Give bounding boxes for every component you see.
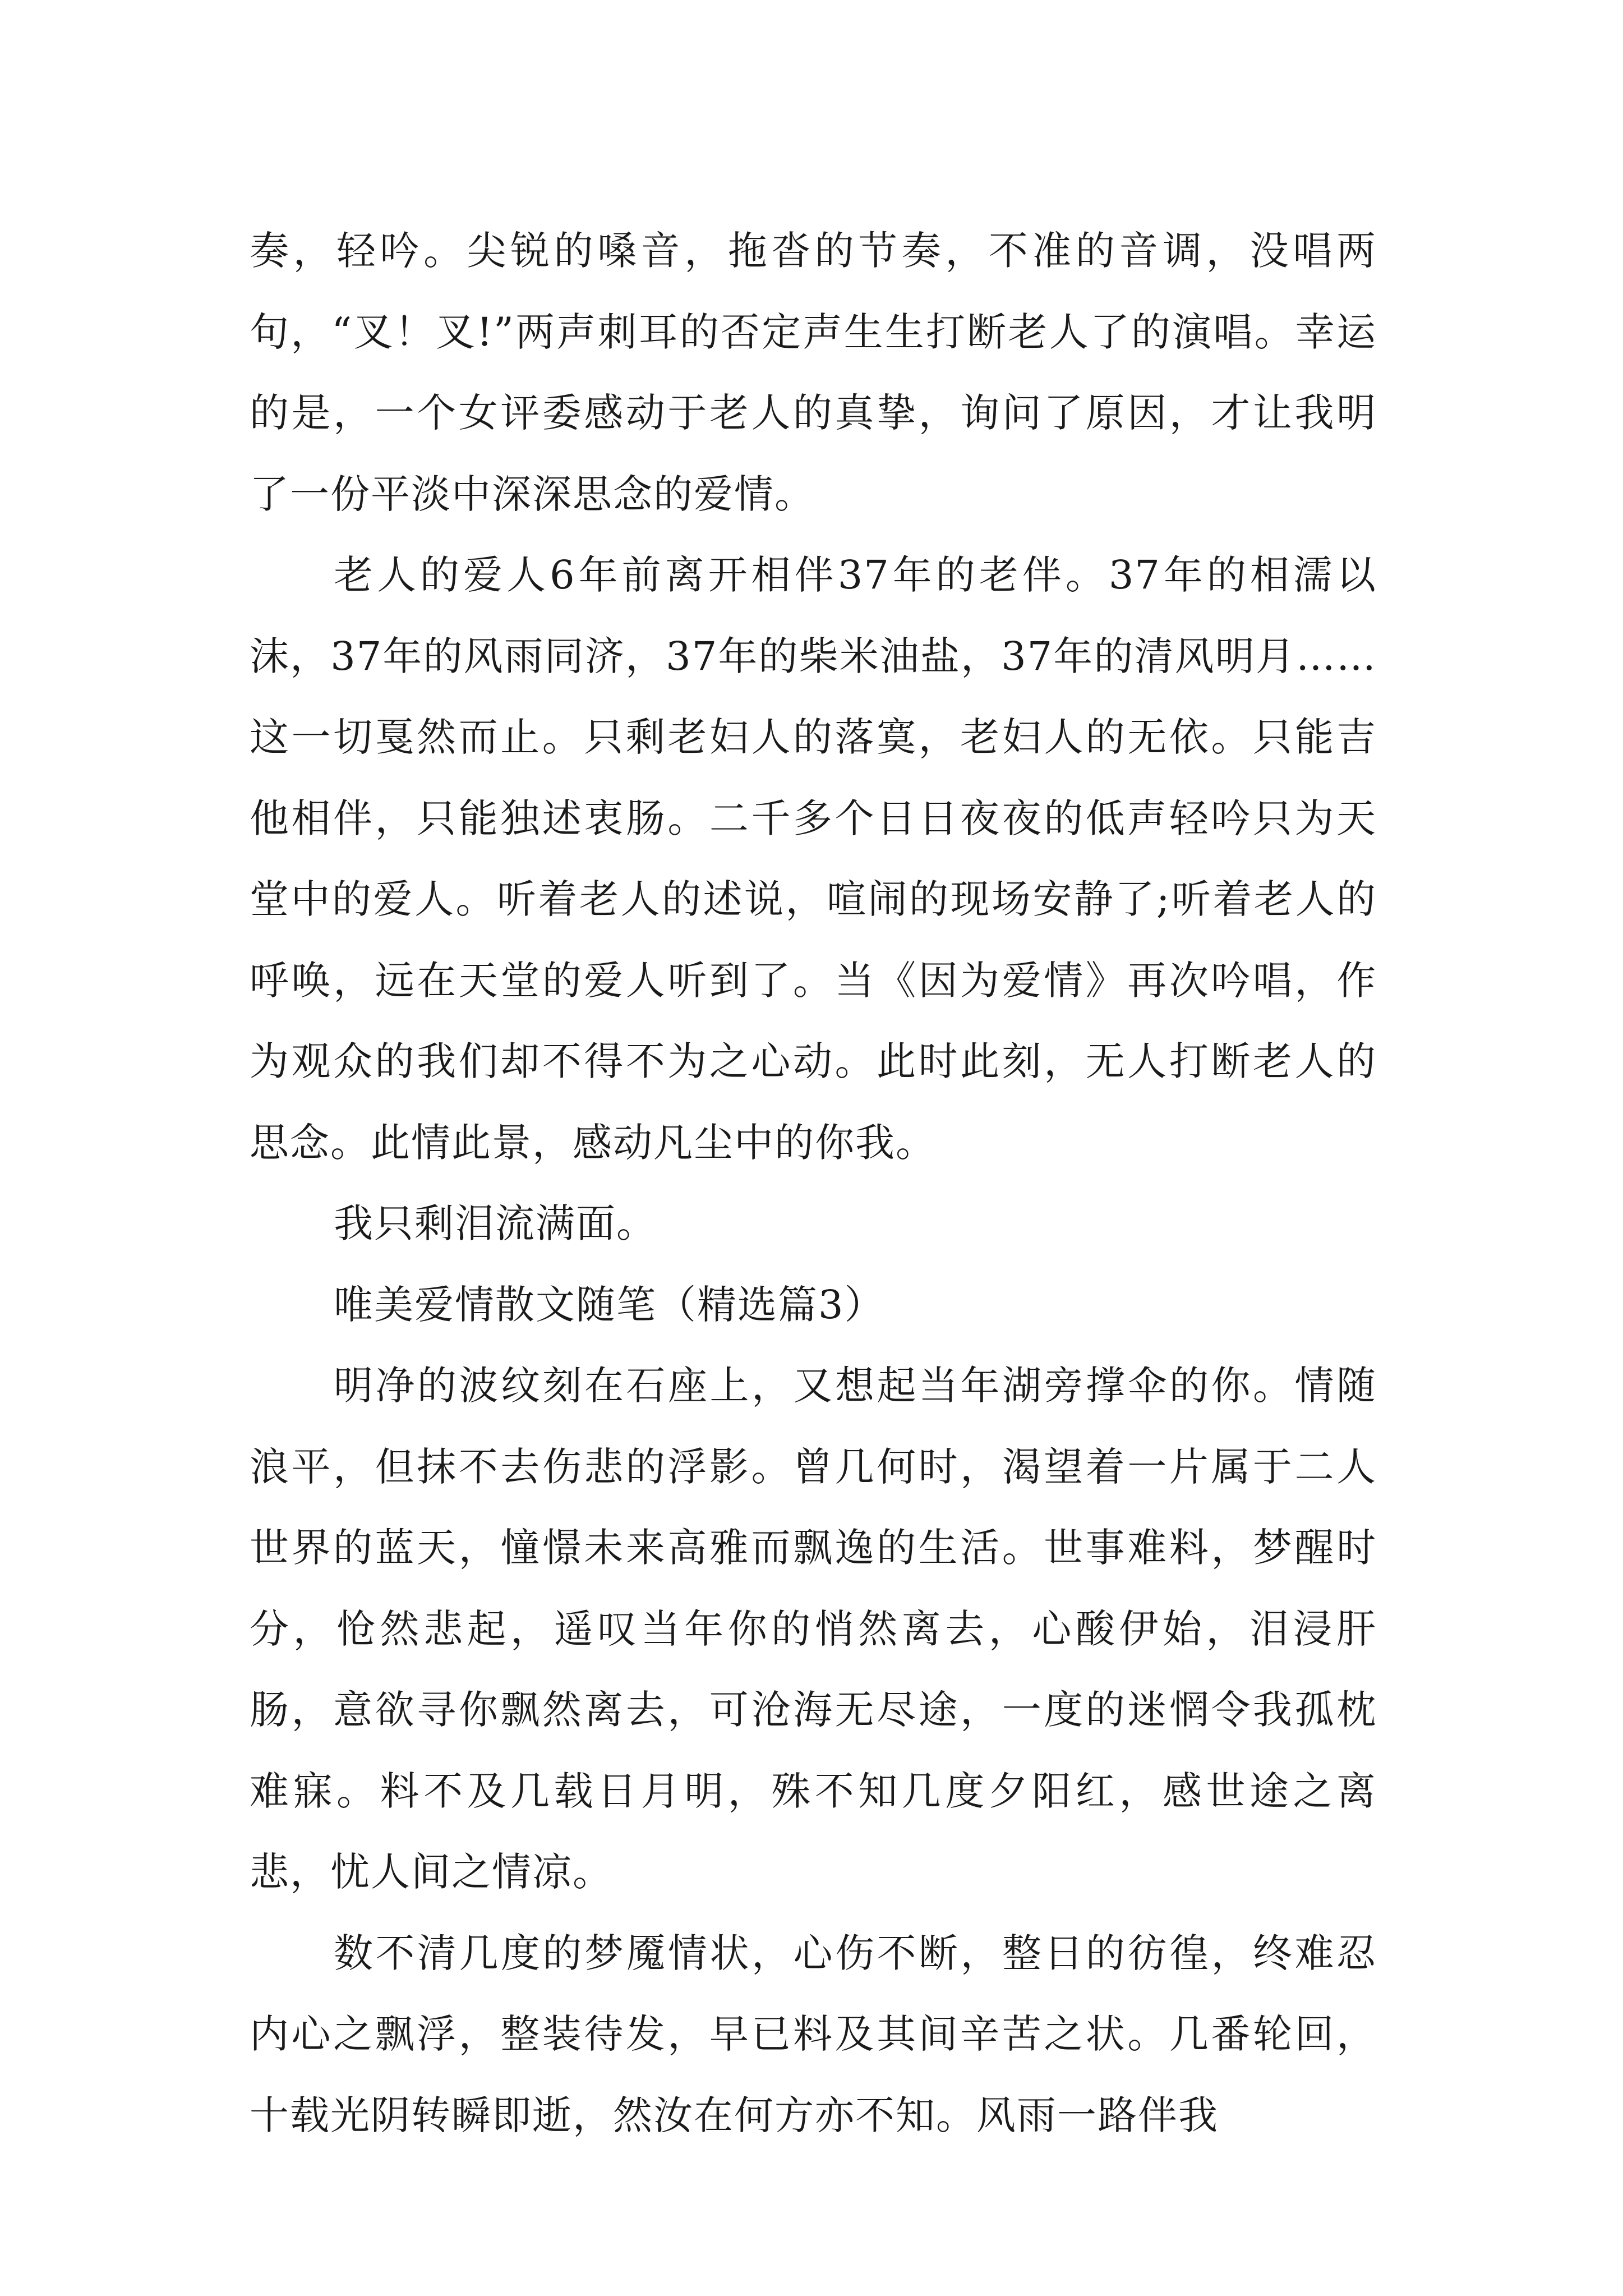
- section-heading: 唯美爱情散文随笔（精选篇3）: [334, 1281, 885, 1328]
- paragraph: 明净的波纹刻在石座上，又想起当年湖旁撑伞的你。情随浪平，但抹不去伤悲的浮影。曾几何时，渴望着一片属于二人世界的蓝天，憧憬未来高雅而飘逸的生活。世事难料，梦醒时分，怆然悲起，遥叹当年你的悄然离去，心酸伊始，泪浸肝肠，意欲寻你飘然离去，可沧海无尽途，一度的迷惘令我孤枕难寐。料不及几载日月明，殊不知几度夕阳红，感世途之离悲，忧人间之情凉。: [250, 1363, 1377, 1895]
- document-body: [250, 210, 1377, 2156]
- paragraph: 我只剩泪流满面。: [334, 1200, 657, 1246]
- paragraph: 数不清几度的梦魇情状，心伤不断，整日的彷徨，终难忍内心之飘浮，整装待发，早已料及其间辛苦之状。几番轮回，十载光阴转瞬即逝，然汝在何方亦不知。风雨一路伴我: [250, 1930, 1377, 2138]
- paragraph-continuation: 奏，轻吟。尖锐的嗓音，拖沓的节奏，不准的音调，没唱两句，“叉！叉!”两声刺耳的否定声生生打断老人了的演唱。幸运的是，一个女评委感动于老人的真挚，询问了原因，才让我明了一份平淡中深深思念的爱情。: [250, 228, 1377, 517]
- paragraph: 老人的爱人6年前离开相伴37年的老伴。37年的相濡以沫，37年的风雨同济，37年的柴米油盐，37年的清风明月……这一切戛然而止。只剩老妇人的落寞，老妇人的无依。只能吉他相伴，只能独述衷肠。二千多个日日夜夜的低声轻吟只为天堂中的爱人。听着老人的述说，喧闹的现场安静了;听着老人的呼唤，远在天堂的爱人听到了。当《因为爱情》再次吟唱，作为观众的我们却不得不为之心动。此时此刻，无人打断老人的思念。此情此景，感动凡尘中的你我。: [250, 552, 1377, 1166]
